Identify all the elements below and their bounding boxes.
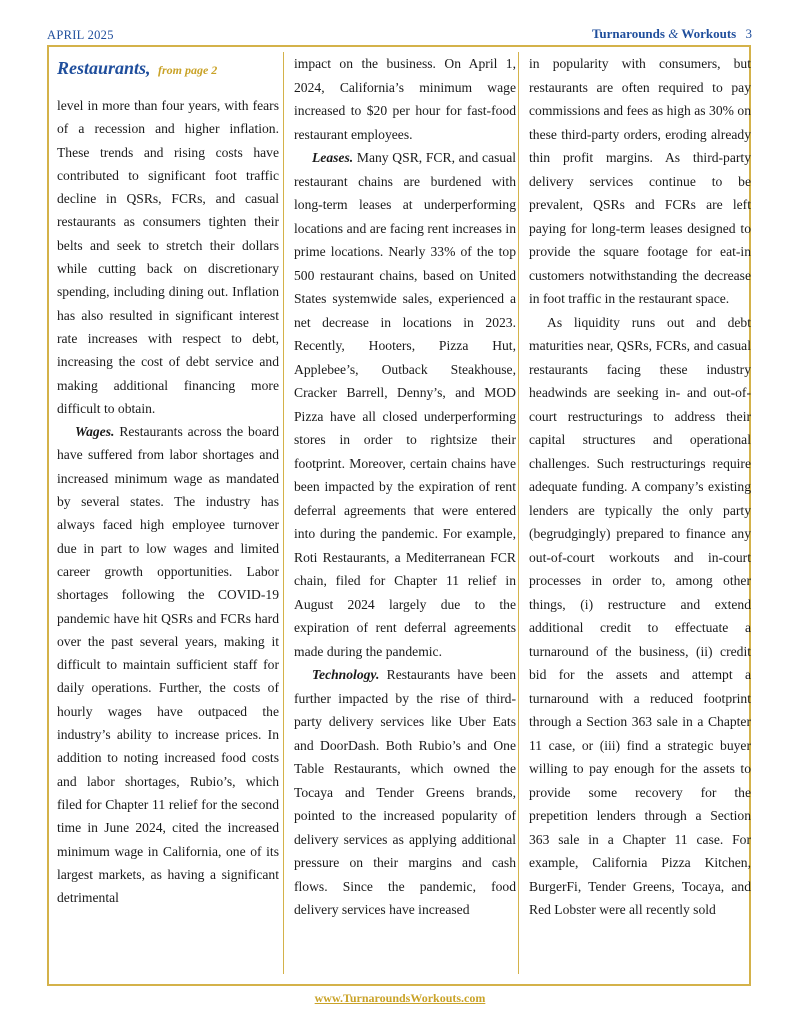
publication-name-part-2: Workouts bbox=[681, 26, 737, 41]
issue-date: APRIL 2025 bbox=[47, 28, 114, 42]
column-divider bbox=[283, 52, 284, 974]
article-column-2 bbox=[294, 52, 516, 977]
paragraph: As liquidity runs out and debt maturities near, QSRs, FCRs, and casual restaurants facing these industry headwinds are seeking in- and out-of-court restructurings to address their capital structures and operational challenges. Such restructurings require adequate funding. A company’s existing lenders are typically the only party (begrudgingly) prepared to finance any out-of-court workouts and in-court processes in order to, among other things, (i) restructure and extend additional credit to effectuate a turnaround of the business, (ii) credit bid for the assets and attempt a turnaround with a reduced footprint through a Section 363 sale in a Chapter 11 case, or (iii) find a strategic buyer willing to pay enough for the assets to provide some recovery for the prepetition lenders through a Section 363 sale in a Chapter 11 case. For example, California Pizza Kitchen, BurgerFi, Tender Greens, Tocaya, and Red Lobster were all recently sold bbox=[529, 314, 751, 917]
publication-name-part-1: Turnarounds bbox=[591, 26, 665, 41]
continued-from-link[interactable]: from page 2 bbox=[157, 63, 218, 77]
paragraph bbox=[57, 420, 279, 909]
paragraph: level in more than four years, with fears of a recession and higher inflation. These trends and rising costs have contributed to significant foot traffic decline in QSRs, FCRs, and casual restaurants as consumers tighten their belts and seek to stretch their dollars while cutting back on discretionary spending, including dining out. Inflation has also resulted in significant interest rate increases with respect to debt, increasing the cost of debt service and making additional financing more difficult to obtain. bbox=[57, 98, 279, 416]
article-column-1 bbox=[57, 52, 279, 977]
page-number: 3 bbox=[745, 26, 752, 41]
article-title: Restaurants, bbox=[57, 58, 151, 78]
continuation-kicker bbox=[57, 54, 279, 84]
paragraph bbox=[294, 663, 516, 922]
column-divider bbox=[518, 52, 519, 974]
subheading-leases: Leases. bbox=[312, 150, 354, 165]
paragraph-text: Restaurants across the board have suffered from labor shortages and increased minimum wage as mandated by several states. The industry has always faced high employee turnover due in part to low wages and limited career growth opportunities. Labor shortages following the COVID-19 pandemic have hit QSRs and FCRs hard over the past several years, making it difficult to maintain sufficient staff for daily operations. Further, the costs of hourly wages have outpaced the industry’s ability to increase prices. In addition to noting increased food costs and labor shortages, Rubio’s, which filed for Chapter 11 relief for the second time in June 2024, cited the increased minimum wage in California, one of its largest markets, as having a significant detrimental bbox=[57, 424, 279, 906]
website-link[interactable]: www.TurnaroundsWorkouts.com bbox=[314, 991, 486, 1005]
paragraph: in popularity with consumers, but restaurants are often required to pay commissions and fees as high as 30% on these third-party orders, eroding already thin profit margins. As third-party delivery services continue to be prevalent, QSRs and FCRs are left paying for long-term leases designed to provide the square footage for eat-in customers notwithstanding the decrease in foot traffic in the restaurant space. bbox=[529, 56, 751, 306]
subheading-wages: Wages. bbox=[75, 424, 115, 440]
article-column-3 bbox=[529, 52, 751, 977]
paragraph-text: Restaurants have been further impacted by the rise of third-party delivery services like Uber Eats and DoorDash. Both Rubio’s and One Table Restaurants, which owned the Tocaya and Tender Greens brands, pointed to the increased popularity of delivery services as applying additional pressure on their margins and cash flows. Since the pandemic, food delivery services have increased bbox=[294, 667, 516, 917]
paragraph-text: Many QSR, FCR, and casual restaurant chains are burdened with long-term leases at underperforming locations and are facing rent increases in prime locations. Nearly 33% of the top 500 restaurant chains, based on United States systemwide sales, experienced a net decrease in locations in 2023. Recently, Hooters, Pizza Hut, Applebee’s, Outback Steakhouse, Cracker Barrell, Denny’s, and MOD Pizza have all closed underperforming stores in order to rightsize their footprint. Moreover, certain chains have been impacted by the expiration of rent deferral agreements that were entered into during the pandemic. For example, Roti Restaurants, a Mediterranean FCR chain, filed for Chapter 11 relief in August 2024 largely due to the expiration of rent deferral agreements made during the pandemic. bbox=[294, 150, 516, 659]
publication-header bbox=[592, 26, 752, 42]
subheading-technology: Technology. bbox=[312, 667, 380, 682]
paragraph: impact on the business. On April 1, 2024, California’s minimum wage increased to $20 per hour for fast-food restaurant employees. bbox=[294, 56, 516, 142]
paragraph bbox=[294, 146, 516, 663]
publication-ampersand: & bbox=[668, 26, 679, 41]
